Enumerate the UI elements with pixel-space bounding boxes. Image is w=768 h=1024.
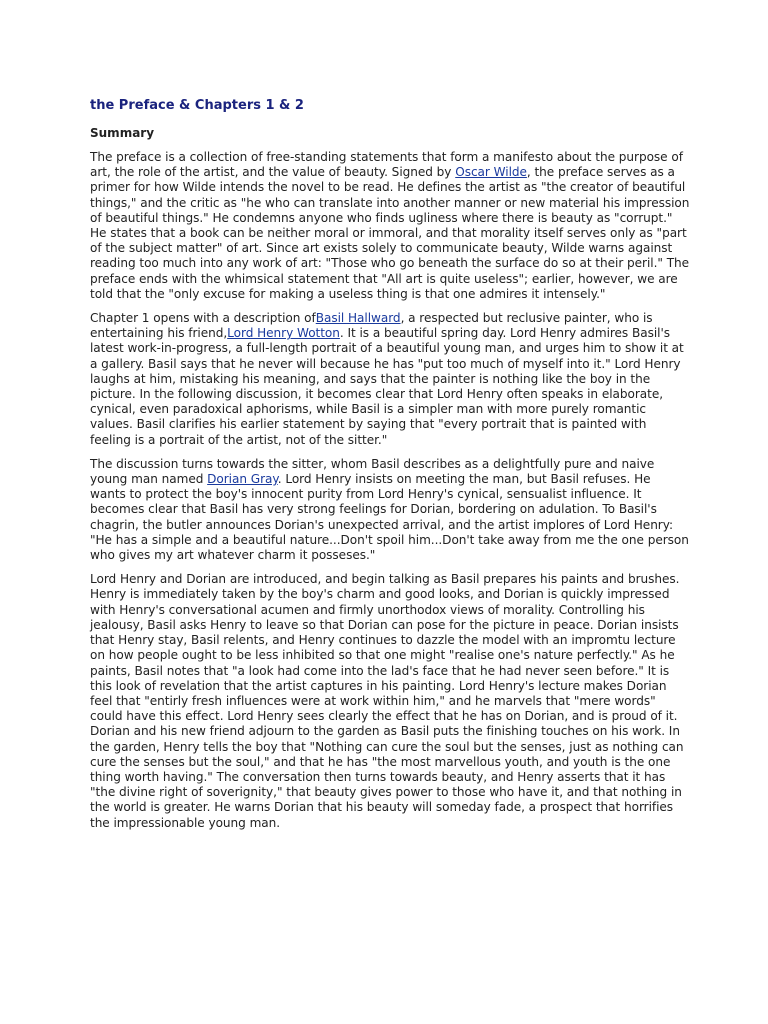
- paragraph-chapter-1: [90, 311, 690, 448]
- link-basil-hallward[interactable]: Basil Hallward: [315, 311, 401, 326]
- paragraph-sitter: [90, 457, 690, 563]
- document-content: [90, 97, 690, 840]
- text-segment: The discussion turns towards the sitter, whom Basil describes as a delightfully pure and naive young man named: [90, 456, 655, 487]
- text-segment: , a respected but reclusive painter, who is entertaining his friend,: [90, 311, 653, 341]
- paragraph-preface: [90, 150, 690, 302]
- link-lord-henry-wotton[interactable]: Lord Henry Wotton: [227, 326, 340, 341]
- text-segment: . Lord Henry insists on meeting the man, but Basil refuses. He wants to protect the boy's innocent purity from Lord Henry's cynical, sensualist influence. It becomes clear that Basil has very strong feelings for Dorian, bordering on adulation. To Basil's chagrin, the butler announces Dorian's unexpected arrival, and the artist implores of Lord Henry: "He has a simple and a beautiful nature...Don't spoil him...Don't take away from me the one person who gives my art whatever charm it posseses.": [90, 472, 689, 563]
- text-segment: Chapter 1 opens with a description of: [90, 311, 316, 326]
- summary-heading: Summary: [90, 126, 155, 140]
- text-segment: The preface is a collection of free-standing statements that form a manifesto about the purpose of art, the role of the artist, and the value of beauty. Signed by: [90, 150, 683, 180]
- link-oscar-wilde[interactable]: Oscar Wilde: [455, 165, 527, 180]
- link-dorian-gray[interactable]: Dorian Gray: [207, 472, 278, 487]
- text-segment: , the preface serves as a primer for how Wilde intends the novel to be read. He defines the artist as "the creator of beautiful things," and the critic as "he who can translate into another manner or new material his impression of beautiful things." He condemns anyone who finds ugliness where there is beauty as "corrupt." He states that a book can be neither moral or immoral, and that morality itself serves only as "part of the subject matter" of art. Since art exists solely to communicate beauty, Wilde warns against reading too much into any work of art: "Those who go beneath the surface do so at their peril." The preface ends with the whimsical statement that "All art is quite useless"; earlier, however, we are told that the "only excuse for making a useless thing is that one admires it intensely.": [90, 165, 690, 301]
- paragraph-introduction: [90, 572, 690, 830]
- section-heading: the Preface & Chapters 1 & 2: [90, 98, 304, 113]
- text-segment: Lord Henry and Dorian are introduced, and begin talking as Basil prepares his paints and brushes. Henry is immediately taken by the boy's charm and good looks, and Dorian is quickly impressed with Henry's conversational acumen and firmly unorthodox views of morality. Controlling his jealousy, Basil asks Henry to leave so that Dorian can pose for the picture in peace. Dorian insists that Henry stay, Basil relents, and Henry continues to dazzle the model with an impromtu lecture on how people ought to be less inhibited so that one might "realise one's nature perfectly." As he paints, Basil notes that "a look had come into the lad's face that he had never seen before." It is this look of revelation that the artist captures in his painting. Lord Henry's lecture makes Dorian feel that "entirly fresh influences were at work within him," and he marvels that "mere words" could have this effect. Lord Henry sees clearly the effect that he has on Dorian, and is proud of it. Dorian and his new friend adjourn to the garden as Basil puts the finishing touches on his work. In the garden, Henry tells the boy that "Nothing can cure the soul but the senses, just as nothing can cure the senses but the soul," and that he has "the most marvellous youth, and youth is the one thing worth having." The conversation then turns towards beauty, and Henry asserts that it has "the divine right of soverignity," that beauty gives power to those who have it, and that nothing in the world is greater. He warns Dorian that his beauty will someday fade, a prospect that horrifies the impressionable young man.: [90, 572, 684, 830]
- text-segment: . It is a beautiful spring day. Lord Henry admires Basil's latest work-in-progress, a full-length portrait of a beautiful young man, and urges him to show it at a gallery. Basil says that he never will because he has "put too much of myself into it." Lord Henry laughs at him, mistaking his meaning, and says that the painter is nothing like the boy in the picture. In the following discussion, it becomes clear that Lord Henry often speaks in elaborate, cynical, even paradoxical aphorisms, while Basil is a simpler man with more purely romantic values. Basil clarifies his earlier statement by saying that "every portrait that is painted with feeling is a portrait of the artist, not of the sitter.": [90, 326, 684, 447]
